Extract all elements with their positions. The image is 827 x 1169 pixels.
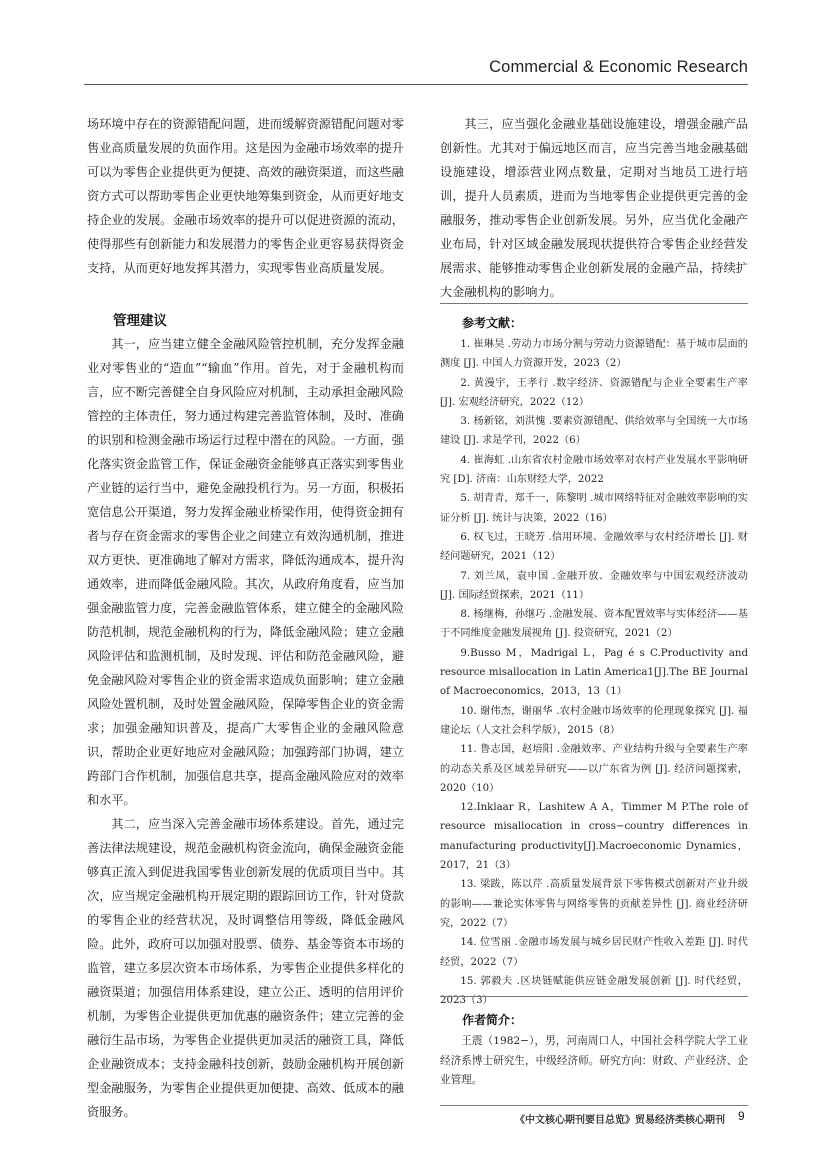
reference-item: 7. 刘兰凤，袁申国 .金融开放、金融效率与中国宏观经济波动 [J]. 国际经贸探索，2021（11） bbox=[440, 570, 748, 601]
author-heading: 作者简介： bbox=[462, 1013, 523, 1027]
reference-item: 2. 黄漫宇，王孝行 .数字经济、资源错配与企业全要素生产率 [J]. 宏观经济研究，2022（12） bbox=[440, 377, 748, 408]
author-bio: 王震（1982−），男，河南周口人，中国社会科学院大学工业经济系博士研究生，中级经济师。研究方向：财政、产业经济、企业管理。 bbox=[440, 1035, 748, 1086]
references-divider bbox=[440, 303, 748, 304]
page-number: 9 bbox=[738, 1109, 745, 1123]
body-paragraph-continuation: 场环境中存在的资源错配问题，进而缓解资源错配问题对零售业高质量发展的负面作用。这是因为金融市场效率的提升可以为零售企业提供更为便捷、高效的融资渠道，而这些融资方式可以帮助零售企业更快地筹集到资金，从而更好地支持企业的发展。金融市场效率的提升可以促进资源的流动，使得那些有创新能力和发展潜力的零售企业更容易获得资金支持，从而更好地发挥其潜力，实现零售业高质量发展。 bbox=[87, 117, 404, 275]
header-rule bbox=[84, 84, 748, 85]
section-heading: 管理建议 bbox=[113, 313, 167, 329]
reference-item: 13. 梁跋，陈以芹 .高质量发展背景下零售模式创新对产业升级的影响——兼论实体零售与网络零售的贡献差异性 [J]. 商业经济研究，2022（7） bbox=[440, 879, 748, 929]
journal-title: Commercial & Economic Research bbox=[489, 58, 748, 76]
left-column bbox=[87, 112, 404, 1124]
author-divider bbox=[440, 996, 748, 997]
reference-item: 9.Busso M，Madrigal L，Pag é s C.Productivity and resource misallocation in Latin America1[J].The BE Journal of Macroeconomics，2013，13（1） bbox=[440, 647, 748, 698]
footer-journal-note: 《中文核心期刊要目总览》贸易经济类核心期刊 bbox=[515, 1115, 725, 1126]
body-paragraph-third-suggestion: 其三，应当强化金融业基础设施建设，增强金融产品创新性。尤其对于偏远地区而言，应当完善当地金融基础设施建设，增添营业网点数量，定期对当地员工进行培训，提升人员素质，进而为当地零售企业提供更完善的金融服务，推动零售企业创新发展。另外，应当优化金融产业布局，针对区域金融发展现状提供符合零售企业经营发展需求、能够推动零售企业创新发展的金融产品，持续扩大金融机构的影响力。 bbox=[440, 117, 748, 299]
reference-item: 12.Inklaar R，Lashitew A A，Timmer M P.The role of resource misallocation in cross−country differences in manufacturing productivity[J].Macroeconomic Dynamics，2017，21（3） bbox=[440, 802, 748, 872]
reference-list bbox=[440, 335, 748, 1010]
reference-item: 4. 崔海虹 .山东省农村金融市场效率对农村产业发展水平影响研究 [D]. 济南：山东财经大学，2022 bbox=[440, 454, 748, 486]
reference-item: 8. 杨继梅，孙继巧 .金融发展、资本配置效率与实体经济——基于不同维度金融发展视角 [J]. 投资研究，2021（2） bbox=[440, 609, 748, 640]
reference-item: 11. 鲁志国，赵培阳 .金融效率、产业结构升级与全要素生产率的动态关系及区域差异研究——以广东省为例 [J]. 经济问题探索，2020（10） bbox=[440, 744, 748, 794]
references-heading: 参考文献： bbox=[462, 316, 523, 330]
author-section bbox=[440, 1011, 748, 1091]
body-paragraph-second-suggestion: 其二，应当深入完善金融市场体系建设。首先，通过完善法律法规建设，规范金融机构资金流向，确保金融资金能够真正流入到促进我国零售业创新发展的优质项目当中。其次，应当规定金融机构开展定期的跟踪回访工作，针对贷款的零售企业的经营状况，及时调整信用等级，降低金融风险。此外，政府可以加强对股票、债券、基金等资本市场的监管，建立多层次资本市场体系，为零售企业提供多样化的融资渠道；加强信用体系建设，建立公正、透明的信用评价机制，为零售企业提供更加优惠的融资条件；建立完善的金融衍生品市场，为零售企业提供更加灵活的融资工具，降低企业融资成本；支持金融科技创新，鼓励金融机构开展创新型金融服务，为零售企业提供更加便捷、高效、低成本的融资服务。 bbox=[87, 817, 404, 1119]
reference-item: 15. 郭毅夫 .区块链赋能供应链金融发展创新 [J]. 时代经贸，2023（3） bbox=[440, 975, 748, 1007]
reference-item: 10. 谢伟杰，谢丽华 .农村金融市场效率的伦理现象探究 [J]. 福建论坛（人文社会科学版），2015（8） bbox=[440, 705, 748, 736]
right-column bbox=[440, 112, 748, 304]
reference-item: 6. 权飞过，王晓芳 .信用环境、金融效率与农村经济增长 [J]. 财经问题研究，2021（12） bbox=[440, 531, 748, 563]
references-section bbox=[440, 314, 748, 1010]
reference-item: 5. 胡青青，郑千一，陈黎明 .城市网络特征对金融效率影响的实证分析 [J]. 统计与决策，2022（16） bbox=[440, 493, 748, 524]
body-paragraph-first-suggestion: 其一，应当建立健全金融风险管控机制，充分发挥金融业对零售业的“造血”“输血”作用。首先，对于金融机构而言，应不断完善健全自身风险应对机制，主动承担金融风险管控的主体责任，努力通过构建完善监管体制，及时、准确的识别和检测金融市场运行过程中潜在的风险。一方面，强化落实资金监管工作，保证金融资金能够真正落实到零售业产业链的运行当中，避免金融投机行为。另一方面，积极拓宽信息公开渠道，努力发挥金融业桥梁作用，使得资金拥有者与存在资金需求的零售企业之间建立有效沟通机制，推进双方更快、更准确地了解对方需求，降低沟通成本，提升沟通效率，进而降低金融风险。其次，从政府角度看，应当加强金融监管力度，完善金融监管体系，建立健全的金融风险防范机制，规范金融机构的行为，降低金融风险；建立金融风险评估和监测机制，及时发现、评估和防范金融风险，避免金融风险对零售企业的资金需求造成负面影响；建立金融风险处置机制，及时处置金融风险，保障零售企业的资金需求；加强金融知识普及，提高广大零售企业的金融风险意识，帮助企业更好地应对金融风险；加强跨部门协调，建立跨部门合作机制，加强信息共享，提高金融风险应对的效率和水平。 bbox=[87, 337, 404, 807]
reference-item: 14. 位雪丽 .金融市场发展与城乡居民财产性收入差距 [J]. 时代经贸，2022（7） bbox=[440, 937, 748, 968]
footer-rule bbox=[440, 1105, 748, 1106]
reference-item: 3. 杨新铭，刘洪愧 .要素资源错配、供给效率与全国统一大市场建设 [J]. 求是学刊，2022（6） bbox=[440, 416, 748, 447]
reference-item: 1. 崔琳昊 .劳动力市场分割与劳动力资源错配：基于城市层面的测度 [J]. 中国人力资源开发，2023（2） bbox=[440, 339, 748, 370]
